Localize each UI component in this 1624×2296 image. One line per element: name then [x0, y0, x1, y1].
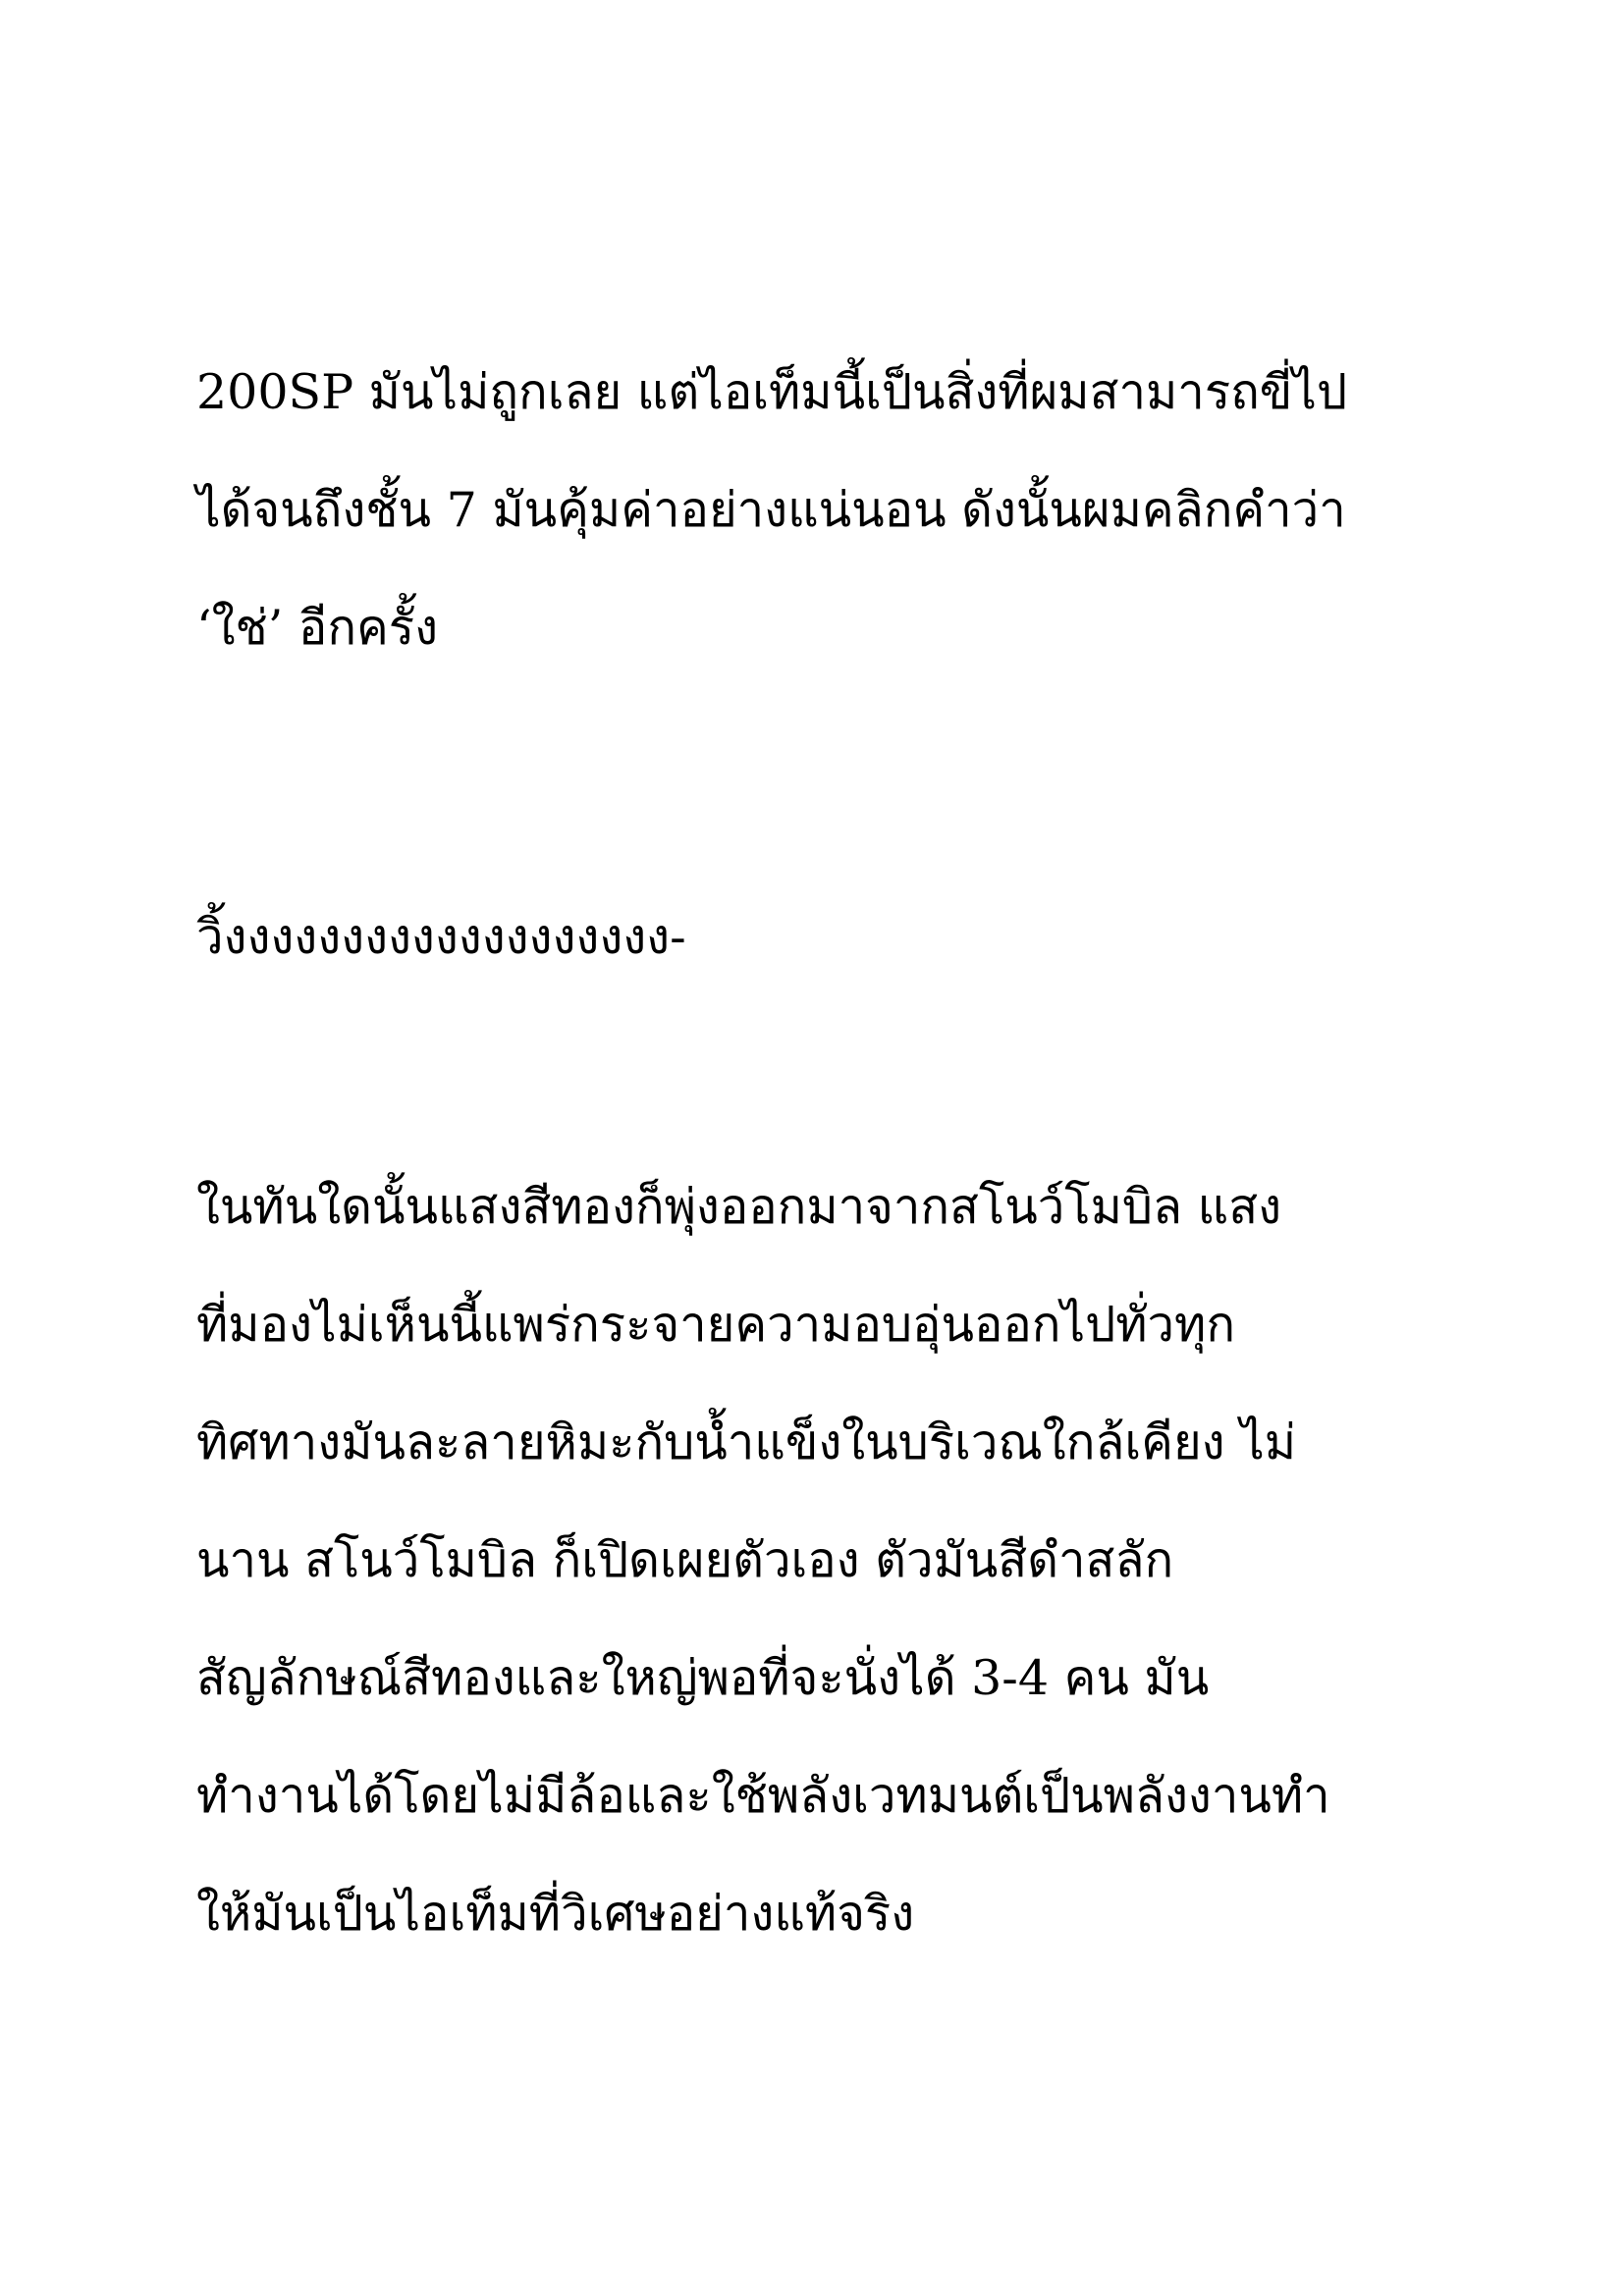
paragraph-3-line-1: ในทันใดนั้นแสงสีทองก็พุ่งออกมาจากสโนว์โมบิล แสง — [196, 1179, 1282, 1235]
paragraph-2-line-1: วิ้งงงงงงงงงงงงงงงงงงง- — [196, 909, 686, 965]
paragraph-1-line-2: ได้จนถึงชั้น 7 มันคุ้มค่าอย่างแน่นอน ดังนั้นผมคลิกคำว่า — [196, 482, 1346, 538]
paragraph-1-line-3: ‘ใช่’ อีกครั้ง — [196, 600, 439, 656]
paragraph-3-line-4: นาน สโนว์โมบิล ก็เปิดเผยตัวเอง ตัวมันสีดำสลัก — [196, 1532, 1174, 1588]
paragraph-3-line-3: ทิศทางมันละลายหิมะกับน้ำแข็งในบริเวณใกล้เคียง ไม่ — [196, 1415, 1297, 1470]
paragraph-3-line-7: ให้มันเป็นไอเท็มที่วิเศษอย่างแท้จริง — [196, 1886, 915, 1942]
paragraph-3-line-2: ที่มองไม่เห็นนี้แพร่กระจายความอบอุ่นออกไปทั่วทุก — [196, 1297, 1235, 1353]
paragraph-3-line-5: สัญลักษณ์สีทองและใหญ่พอที่จะนั่งได้ 3-4 คน มัน — [196, 1650, 1210, 1706]
paragraph-3-line-6: ทำงานได้โดยไม่มีล้อและใช้พลังเวทมนต์เป็นพลังงานทำ — [196, 1768, 1330, 1824]
paragraph-1-line-1: 200SP มันไม่ถูกเลย แต่ไอเท็มนี้เป็นสิ่งที่ผมสามารถขี่ไป — [196, 364, 1348, 420]
